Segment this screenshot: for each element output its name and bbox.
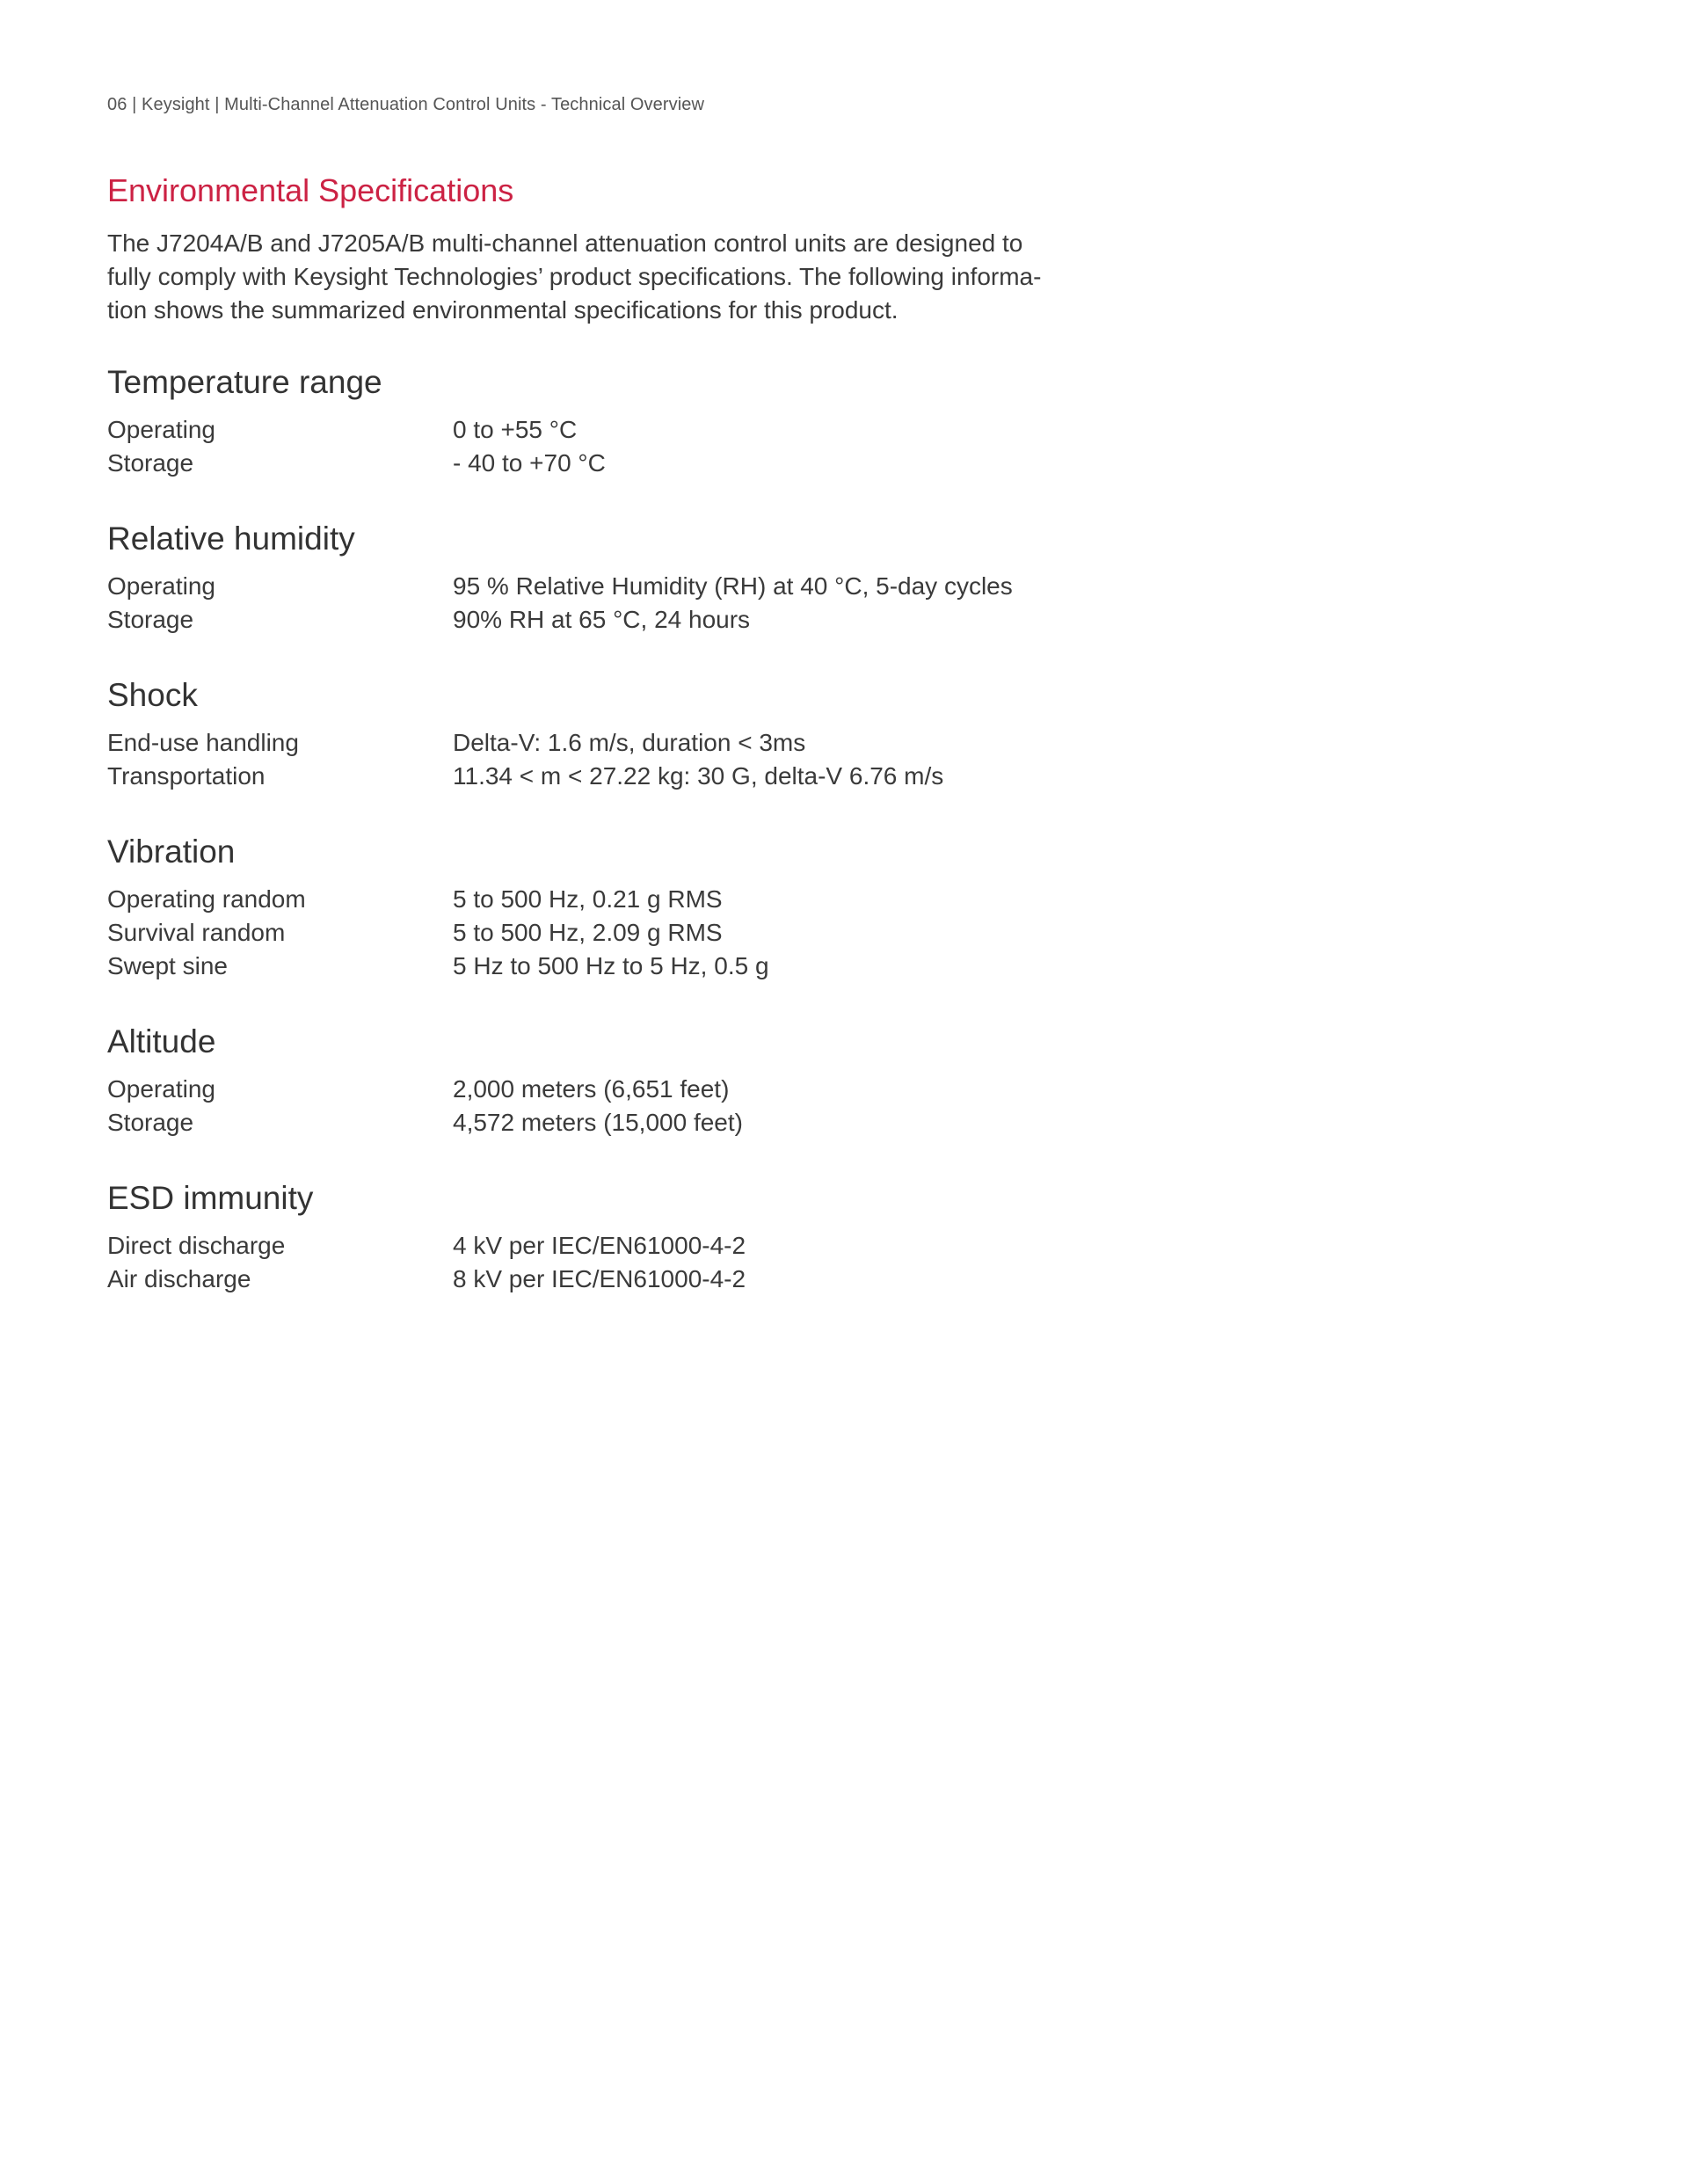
group-title: Relative humidity bbox=[107, 521, 355, 557]
group-title: Temperature range bbox=[107, 364, 382, 400]
spec-row bbox=[107, 883, 1426, 916]
spec-value: Delta-V: 1.6 m/s, duration < 3ms bbox=[453, 729, 806, 756]
group-title: Altitude bbox=[107, 1023, 216, 1059]
spec-value: 4 kV per IEC/EN61000-4-2 bbox=[453, 1232, 746, 1259]
intro-paragraph bbox=[107, 227, 1066, 327]
spec-value: 4,572 meters (15,000 feet) bbox=[453, 1109, 743, 1136]
spec-row bbox=[107, 726, 1426, 760]
spec-label: Swept sine bbox=[107, 952, 228, 979]
spec-label: Storage bbox=[107, 449, 194, 477]
spec-row bbox=[107, 950, 1426, 983]
spec-row bbox=[107, 447, 1426, 480]
group-title: Vibration bbox=[107, 834, 236, 870]
spec-row bbox=[107, 1263, 1426, 1296]
spec-group-shock bbox=[107, 672, 1426, 793]
spec-label: Storage bbox=[107, 606, 194, 633]
spec-value: 5 to 500 Hz, 0.21 g RMS bbox=[453, 885, 723, 913]
spec-row bbox=[107, 916, 1426, 950]
spec-row bbox=[107, 570, 1426, 603]
spec-label: Air discharge bbox=[107, 1265, 251, 1292]
spec-label: Direct discharge bbox=[107, 1232, 286, 1259]
spec-value: 2,000 meters (6,651 feet) bbox=[453, 1075, 730, 1103]
spec-value: 5 to 500 Hz, 2.09 g RMS bbox=[453, 919, 723, 946]
spec-label: Operating random bbox=[107, 885, 306, 913]
spec-value: 90% RH at 65 °C, 24 hours bbox=[453, 606, 751, 633]
spec-value: 8 kV per IEC/EN61000-4-2 bbox=[453, 1265, 746, 1292]
spec-row bbox=[107, 760, 1426, 793]
spec-row bbox=[107, 1073, 1426, 1106]
spec-label: Storage bbox=[107, 1109, 194, 1136]
intro-line: The J7204A/B and J7205A/B multi-channel attenuation control units are designed to bbox=[107, 229, 1023, 257]
spec-group-esd bbox=[107, 1175, 1426, 1296]
spec-label: Operating bbox=[107, 416, 215, 443]
spec-group-temperature bbox=[107, 359, 1426, 480]
spec-group-humidity bbox=[107, 515, 1426, 637]
spec-groups bbox=[107, 359, 1426, 1331]
spec-label: End-use handling bbox=[107, 729, 299, 756]
spec-label: Operating bbox=[107, 1075, 215, 1103]
spec-value: 5 Hz to 500 Hz to 5 Hz, 0.5 g bbox=[453, 952, 769, 979]
spec-group-altitude bbox=[107, 1018, 1426, 1139]
spec-label: Survival random bbox=[107, 919, 286, 946]
spec-value: - 40 to +70 °C bbox=[453, 449, 606, 477]
spec-label: Transportation bbox=[107, 762, 266, 790]
spec-row bbox=[107, 1229, 1426, 1263]
spec-value: 11.34 < m < 27.22 kg: 30 G, delta-V 6.76 m/s bbox=[453, 762, 944, 790]
section-title: Environmental Specifications bbox=[107, 172, 514, 208]
group-title: ESD immunity bbox=[107, 1180, 314, 1216]
spec-label: Operating bbox=[107, 572, 215, 600]
group-title: Shock bbox=[107, 677, 198, 713]
spec-row bbox=[107, 1106, 1426, 1139]
spec-group-vibration bbox=[107, 828, 1426, 983]
spec-value: 95 % Relative Humidity (RH) at 40 °C, 5-day cycles bbox=[453, 572, 1013, 600]
spec-row bbox=[107, 413, 1426, 447]
intro-line: tion shows the summarized environmental specifications for this product. bbox=[107, 296, 899, 324]
intro-line: fully comply with Keysight Technologies’ product specifications. The following informa- bbox=[107, 263, 1042, 290]
spec-row bbox=[107, 603, 1426, 637]
spec-value: 0 to +55 °C bbox=[453, 416, 578, 443]
running-header: 06 | Keysight | Multi-Channel Attenuation Control Units - Technical Overview bbox=[107, 95, 705, 114]
